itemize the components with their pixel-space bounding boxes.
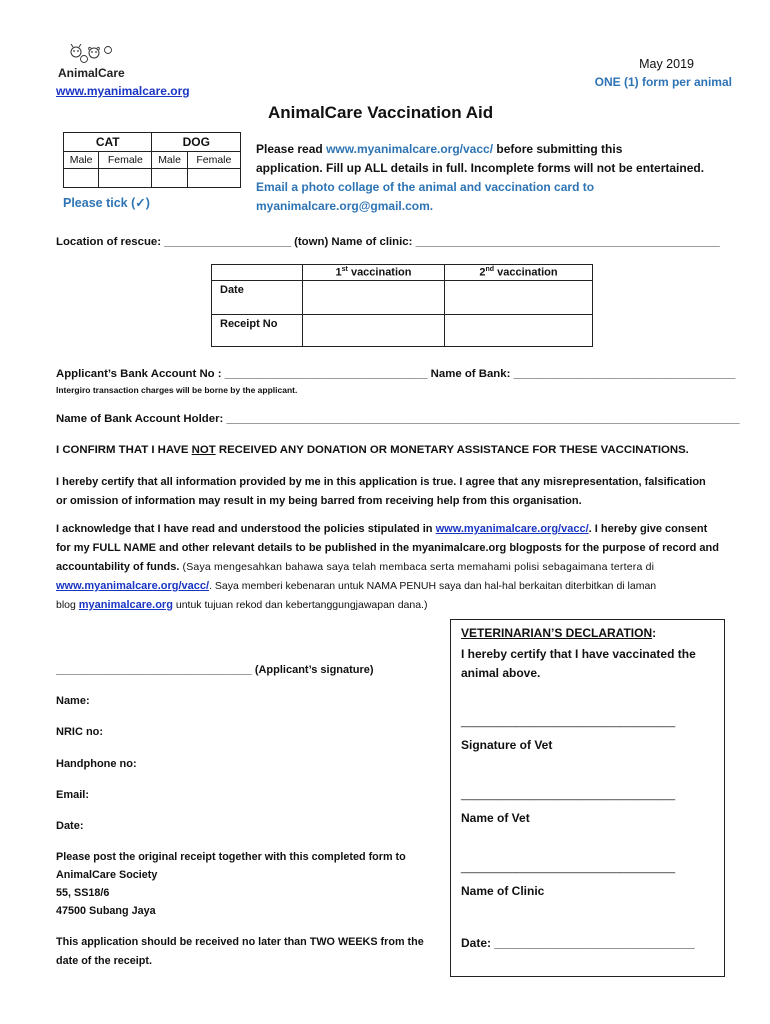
vet-name-line[interactable]: ___________________________________ (461, 789, 676, 801)
handphone-label[interactable]: Handphone no: (56, 758, 137, 770)
cat-female-checkbox[interactable] (99, 169, 152, 188)
logo (56, 44, 126, 80)
dog-male-checkbox[interactable] (152, 169, 187, 188)
deadline-line2: date of the receipt. (56, 955, 152, 967)
tick-note: Please tick (✓) (63, 196, 150, 210)
certify-line1: I hereby certify that all information provided by me in this application is true. I agree that any misrepresentation, falsification (56, 476, 706, 488)
species-table (63, 132, 241, 188)
cat-male-label: Male (64, 152, 99, 169)
vet-declaration-box (450, 619, 725, 977)
certify-paragraph (56, 473, 706, 511)
page-title: AnimalCare Vaccination Aid (268, 103, 494, 122)
email-label[interactable]: Email: (56, 789, 90, 801)
post-line1: Please post the original receipt together with this completed form to (56, 851, 406, 863)
vacc-url[interactable]: www.myanimalcare.org/vacc/ (326, 142, 494, 156)
vet-signature-label: Signature of Vet (461, 738, 553, 752)
certify-line2: or omission of information may result in my being barred from receiving help from this organisation. (56, 495, 582, 507)
ack-line1: I acknowledge that I have read and understood the policies stipulated in www.myanimalcare.org/vacc/. I hereby give consent (56, 523, 708, 535)
ack-link2[interactable]: www.myanimalcare.org/vacc/ (56, 580, 210, 592)
ack-link3[interactable]: myanimalcare.org (78, 599, 173, 611)
date-row-label: Date (212, 281, 303, 315)
vet-name-label: Name of Vet (461, 811, 530, 825)
postal-instructions (56, 848, 406, 920)
date-label[interactable]: Date: (56, 820, 84, 832)
please-read-text: Please read (256, 142, 327, 156)
second-date-cell[interactable] (445, 281, 593, 315)
dog-female-label: Female (187, 152, 240, 169)
instructions-line2: application. Fill up ALL details in full. Incomplete forms will not be entertained. (256, 161, 705, 175)
first-date-cell[interactable] (303, 281, 445, 315)
vet-date-line[interactable]: Date: ______________________________ (461, 936, 695, 950)
email-address[interactable]: myanimalcare.org@gmail.com. (256, 199, 434, 213)
post-line4: 47500 Subang Jaya (56, 905, 156, 917)
vet-signature-line[interactable]: ___________________________________ (461, 716, 676, 728)
no-donation-confirmation (56, 444, 689, 456)
confirm-pre: I CONFIRM THAT I HAVE (56, 444, 192, 456)
instructions-line1 (256, 140, 704, 159)
acknowledge-paragraph (56, 520, 719, 615)
first-vaccination-header: 1st vaccination (303, 265, 445, 281)
cat-header: CAT (64, 133, 152, 152)
before-text: before submitting this (493, 142, 623, 156)
clinic-name-label: Name of Clinic (461, 884, 545, 898)
account-holder-line[interactable]: Name of Bank Account Holder: _________________________________________________________________________________ (56, 413, 740, 425)
animal-faces-icon (56, 44, 126, 66)
cat-female-label: Female (99, 152, 152, 169)
second-vaccination-header: 2nd vaccination (445, 265, 593, 281)
first-receipt-cell[interactable] (303, 315, 445, 347)
confirm-post: RECEIVED ANY DONATION OR MONETARY ASSISTANCE FOR THESE VACCINATIONS. (215, 444, 689, 456)
ack-line3: accountability of funds. (Saya mengesahkan bahawa saya telah membaca serta memahami polisi sebagaimana tertera di (56, 561, 655, 573)
second-receipt-cell[interactable] (445, 315, 593, 347)
dog-female-checkbox[interactable] (187, 169, 240, 188)
bank-account-line[interactable]: Applicant’s Bank Account No : ________________________________ Name of Bank: ___________________________________ (56, 368, 736, 380)
deadline-line1: This application should be received no later than TWO WEEKS from the (56, 936, 424, 948)
instructions (256, 140, 704, 216)
post-line2: AnimalCare Society (56, 869, 158, 881)
dog-header: DOG (152, 133, 241, 152)
vaccination-table (211, 264, 593, 347)
rescue-clinic-line[interactable]: Location of rescue: ____________________ (town) Name of clinic: ________________________________________________ (56, 236, 720, 248)
ack-link1[interactable]: www.myanimalcare.org/vacc/ (435, 523, 589, 535)
applicant-signature-line[interactable]: ________________________________ (Applicant’s signature) (56, 664, 374, 676)
form-date: May 2019 (639, 57, 694, 71)
ack-line2: for my FULL NAME and other relevant details to be published in the myanimalcare.org blogposts for the purpose of record and (56, 542, 719, 554)
website-link[interactable]: www.myanimalcare.org (56, 84, 190, 98)
deadline-note (56, 933, 424, 971)
ack-line4: www.myanimalcare.org/vacc/. Saya memberi kebenaran untuk NAMA PENUH saya dan hal-hal berkaitan diterbitkan di laman (56, 580, 657, 592)
charges-note: Intergiro transaction charges will be borne by the applicant. (56, 385, 298, 395)
clinic-name-line[interactable]: ___________________________________ (461, 862, 676, 874)
logo-text: AnimalCare (58, 66, 125, 80)
cat-male-checkbox[interactable] (64, 169, 99, 188)
vet-certify: I hereby certify that I have vaccinated the animal above. (461, 647, 696, 680)
nric-label[interactable]: NRIC no: (56, 726, 104, 738)
vet-heading: VETERINARIAN’S DECLARATION: (461, 626, 657, 640)
ack-line5: blog myanimalcare.org untuk tujuan rekod dan kebertanggungjawapan dana.) (56, 599, 428, 611)
form-note: ONE (1) form per animal (594, 75, 732, 89)
name-label[interactable]: Name: (56, 695, 90, 707)
receipt-row-label: Receipt No (212, 315, 303, 347)
post-line3: 55, SS18/6 (56, 887, 110, 899)
instructions-line3: Email a photo collage of the animal and vaccination card to (256, 180, 595, 194)
vacc-corner (212, 265, 303, 281)
confirm-not: NOT (191, 444, 216, 456)
dog-male-label: Male (152, 152, 187, 169)
